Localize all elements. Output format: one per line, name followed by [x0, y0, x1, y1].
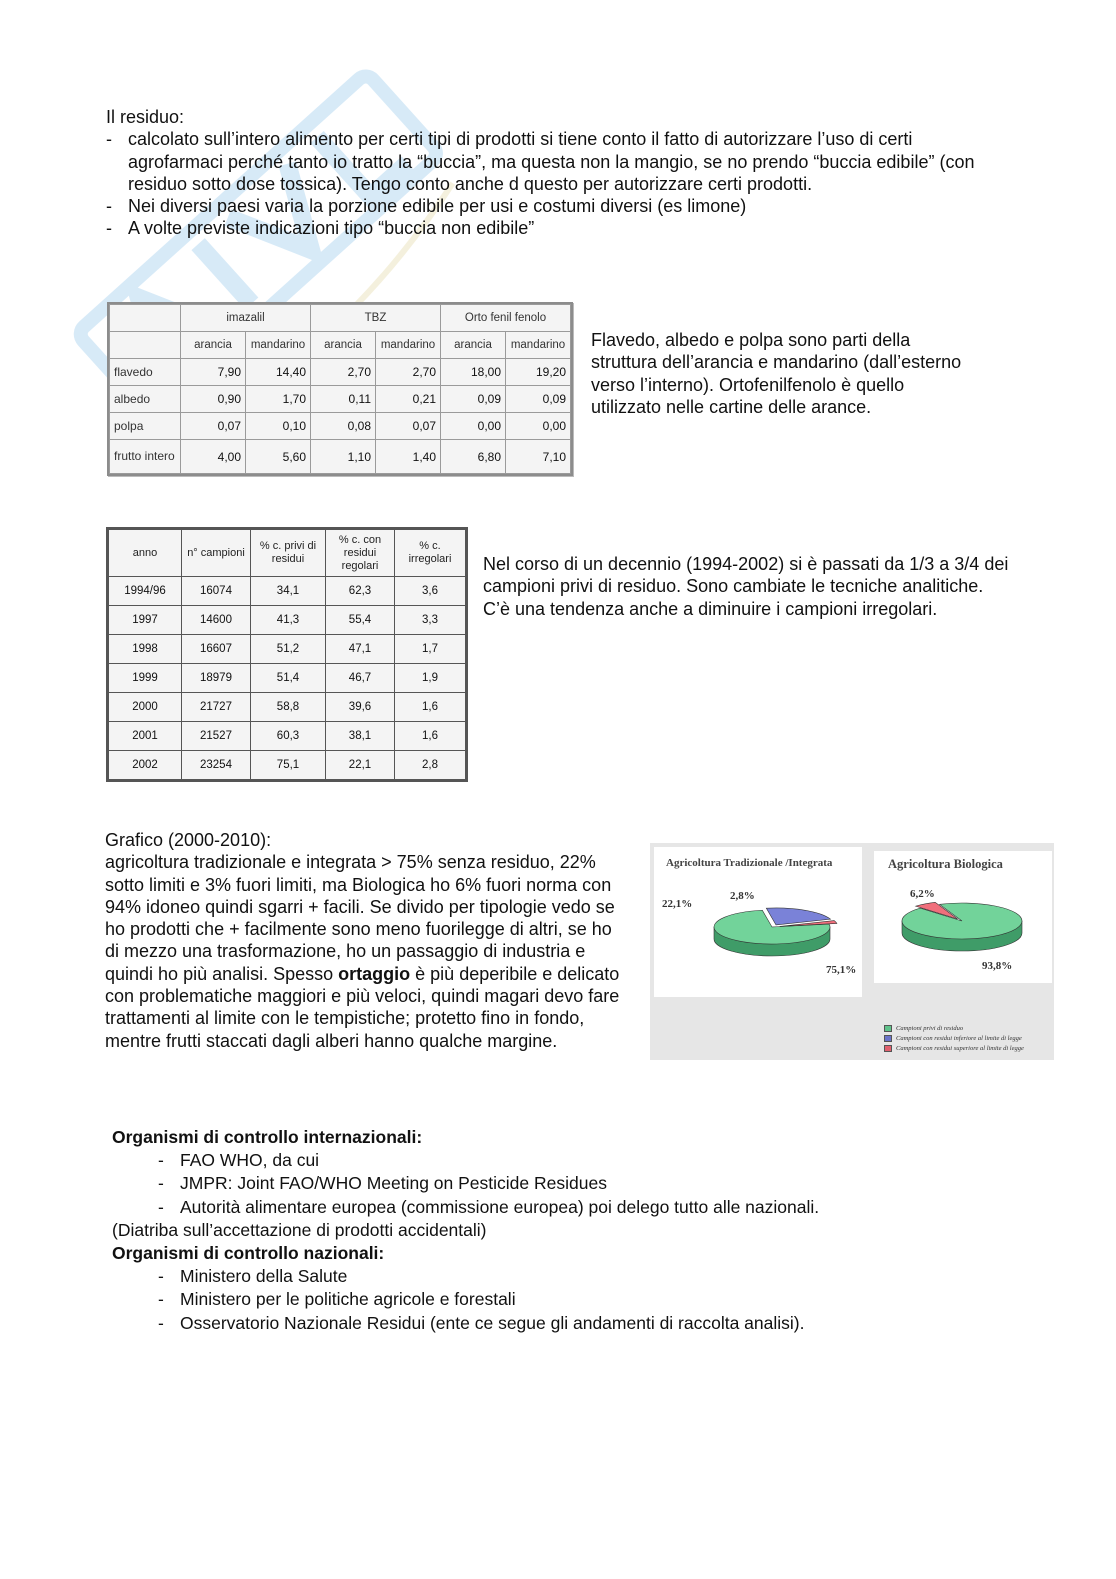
table-cell: 0,90	[181, 386, 246, 413]
table-cell: 0,07	[181, 413, 246, 440]
column-header: anno	[109, 530, 182, 577]
table-cell: 7,90	[181, 359, 246, 386]
group-header: imazalil	[181, 305, 311, 332]
national-heading: Organismi di controllo nazionali:	[112, 1243, 385, 1264]
list-item: - Autorità alimentare europea (commissione europea) poi delego tutto alle nazionali.	[158, 1196, 1012, 1219]
table2-note: Nel corso di un decennio (1994-2002) si è passati da 1/3 a 3/4 dei campioni privi di residuo. Sono cambiate le tecniche analitiche. C’è una tendenza anche a diminuire i campioni irregolari.	[483, 554, 1009, 619]
table-cell: 0,07	[376, 413, 441, 440]
table-cell: 2,70	[376, 359, 441, 386]
subheader: mandarino	[376, 332, 441, 359]
graph-title: Grafico (2000-2010):	[105, 830, 272, 850]
table-cell: 18,00	[441, 359, 506, 386]
slice-label: 6,2%	[910, 888, 935, 900]
table-cell: 4,00	[181, 440, 246, 474]
list-item: - FAO WHO, da cui	[158, 1149, 1012, 1172]
chart-legend	[884, 1023, 1024, 1053]
note-text: (Diatriba sull’accettazione di prodotti accidentali)	[112, 1219, 487, 1240]
international-list	[158, 1149, 1012, 1219]
samples-table	[106, 527, 468, 782]
residue-section	[106, 106, 1006, 240]
list-item: - Ministero della Salute	[158, 1265, 1012, 1288]
table-cell: 1,10	[311, 440, 376, 474]
list-item: - Ministero per le politiche agricole e forestali	[158, 1288, 1012, 1311]
row-label: flavedo	[110, 359, 181, 386]
table-cell: 14,40	[246, 359, 311, 386]
list-item: - A volte previste indicazioni tipo “buccia non edibile”	[106, 217, 1006, 239]
subheader: arancia	[441, 332, 506, 359]
table-cell: 0,00	[441, 413, 506, 440]
graph-body: agricoltura tradizionale e integrata > 75% senza residuo, 22% sotto limiti e 3% fuori limiti, ma Biologica ho 6% fuori norma con 94% idoneo quindi sgarri + facili. Se divido per tipologie vedo se ho prodotti che + facilmente sono meno fuorilegge di altri, se ho di mezzo una trasformazione, ho un passaggio di industria e quindi ho più analisi. Spesso ortaggio è più deperibile e delicato con problematiche maggiori e più veloci, quindi magari devo fare trattamenti al limite con le tempistiche; protetto fino in fondo, mentre frutti staccati dagli alberi hanno qualche margine.	[105, 852, 620, 1051]
slice-label: 2,8%	[730, 890, 755, 902]
table-row: 2001 21527 60,3 38,1 1,6	[109, 722, 466, 751]
national-list	[158, 1265, 1012, 1335]
legend-item: Campioni con residui superiore al limite di legge	[884, 1043, 1024, 1053]
table-cell: 0,11	[311, 386, 376, 413]
pie-chart-traditional	[654, 847, 862, 997]
subheader: mandarino	[246, 332, 311, 359]
chart-title: Agricoltura Biologica	[888, 857, 1003, 871]
column-header: % c. privi di residui	[251, 530, 326, 577]
table-row	[110, 440, 571, 474]
group-header: Orto fenil fenolo	[441, 305, 571, 332]
subheader: arancia	[181, 332, 246, 359]
table-cell: 0,09	[506, 386, 571, 413]
table-cell: 0,00	[506, 413, 571, 440]
group-header: TBZ	[311, 305, 441, 332]
table-cell: 0,08	[311, 413, 376, 440]
slice-label: 93,8%	[982, 960, 1013, 972]
table-row: 1998 16607 51,2 47,1 1,7	[109, 635, 466, 664]
pie-chart-organic	[874, 851, 1052, 983]
list-item: - Osservatorio Nazionale Residui (ente ce segue gli andamenti di raccolta analisi).	[158, 1312, 1012, 1335]
chart-panel-traditional	[654, 847, 862, 997]
subheader: arancia	[311, 332, 376, 359]
residue-bullets	[106, 128, 1006, 239]
control-section	[112, 1126, 1012, 1335]
pie-slice	[902, 903, 1022, 939]
table-cell: 1,40	[376, 440, 441, 474]
table1-note: Flavedo, albedo e polpa sono parti della struttura dell’arancia e mandarino (dall’esterno verso l’interno). Ortofenilfenolo è quello utilizzato nelle cartine delle arance.	[591, 330, 962, 417]
emphasis-word: ortaggio	[338, 963, 411, 984]
legend-swatch	[884, 1035, 892, 1042]
table-cell: 0,10	[246, 413, 311, 440]
chart-title: Agricoltura Tradizionale /Integrata	[666, 857, 833, 869]
table-row: 1997 14600 41,3 55,4 3,3	[109, 606, 466, 635]
table-cell: 0,09	[441, 386, 506, 413]
list-item: - JMPR: Joint FAO/WHO Meeting on Pesticide Residues	[158, 1172, 1012, 1195]
slice-label: 75,1%	[826, 964, 857, 976]
table-cell: 1,70	[246, 386, 311, 413]
legend-item: Campioni con residui inferiore al limite di legge	[884, 1033, 1024, 1043]
table-row: 1999 18979 51,4 46,7 1,9	[109, 664, 466, 693]
legend-item: Campioni privi di residuo	[884, 1023, 1024, 1033]
slice-label: 22,1%	[662, 898, 693, 910]
column-header: % c. irregolari	[395, 530, 466, 577]
row-label: polpa	[110, 413, 181, 440]
table-cell: 0,21	[376, 386, 441, 413]
residue-distribution-table	[107, 302, 573, 476]
list-item: - Nei diversi paesi varia la porzione edibile per usi e costumi diversi (es limone)	[106, 195, 1006, 217]
row-label: albedo	[110, 386, 181, 413]
international-heading: Organismi di controllo internazionali:	[112, 1127, 423, 1147]
list-item: - calcolato sull’intero alimento per certi tipi di prodotti si tiene conto il fatto di autorizzare l’uso di certi agrofarmaci perché tanto io tratto la “buccia”, ma questa non la mangio, se no prendo “buccia edibile” (con residuo sotto dose tossica). Tengo conto anche d questo per autorizzare certi prodotti.	[106, 128, 1006, 195]
table-row	[110, 413, 571, 440]
row-label: frutto intero	[110, 440, 181, 474]
table-cell: 5,60	[246, 440, 311, 474]
table-row	[110, 386, 571, 413]
residue-heading: Il residuo:	[106, 107, 185, 127]
table-cell: 19,20	[506, 359, 571, 386]
table-row: 2002 23254 75,1 22,1 2,8	[109, 751, 466, 780]
legend-swatch	[884, 1045, 892, 1052]
legend-swatch	[884, 1025, 892, 1032]
table-cell: 2,70	[311, 359, 376, 386]
table-row: 1994/96 16074 34,1 62,3 3,6	[109, 577, 466, 606]
graph-description	[105, 829, 627, 1052]
column-header: % c. con residui regolari	[326, 530, 395, 577]
column-header: n° campioni	[182, 530, 251, 577]
table-row: 2000 21727 58,8 39,6 1,6	[109, 693, 466, 722]
table-cell: 6,80	[441, 440, 506, 474]
subheader: mandarino	[506, 332, 571, 359]
table-cell: 7,10	[506, 440, 571, 474]
pie-charts-figure	[650, 843, 1054, 1060]
chart-panel-organic	[874, 851, 1052, 983]
table-row	[110, 359, 571, 386]
